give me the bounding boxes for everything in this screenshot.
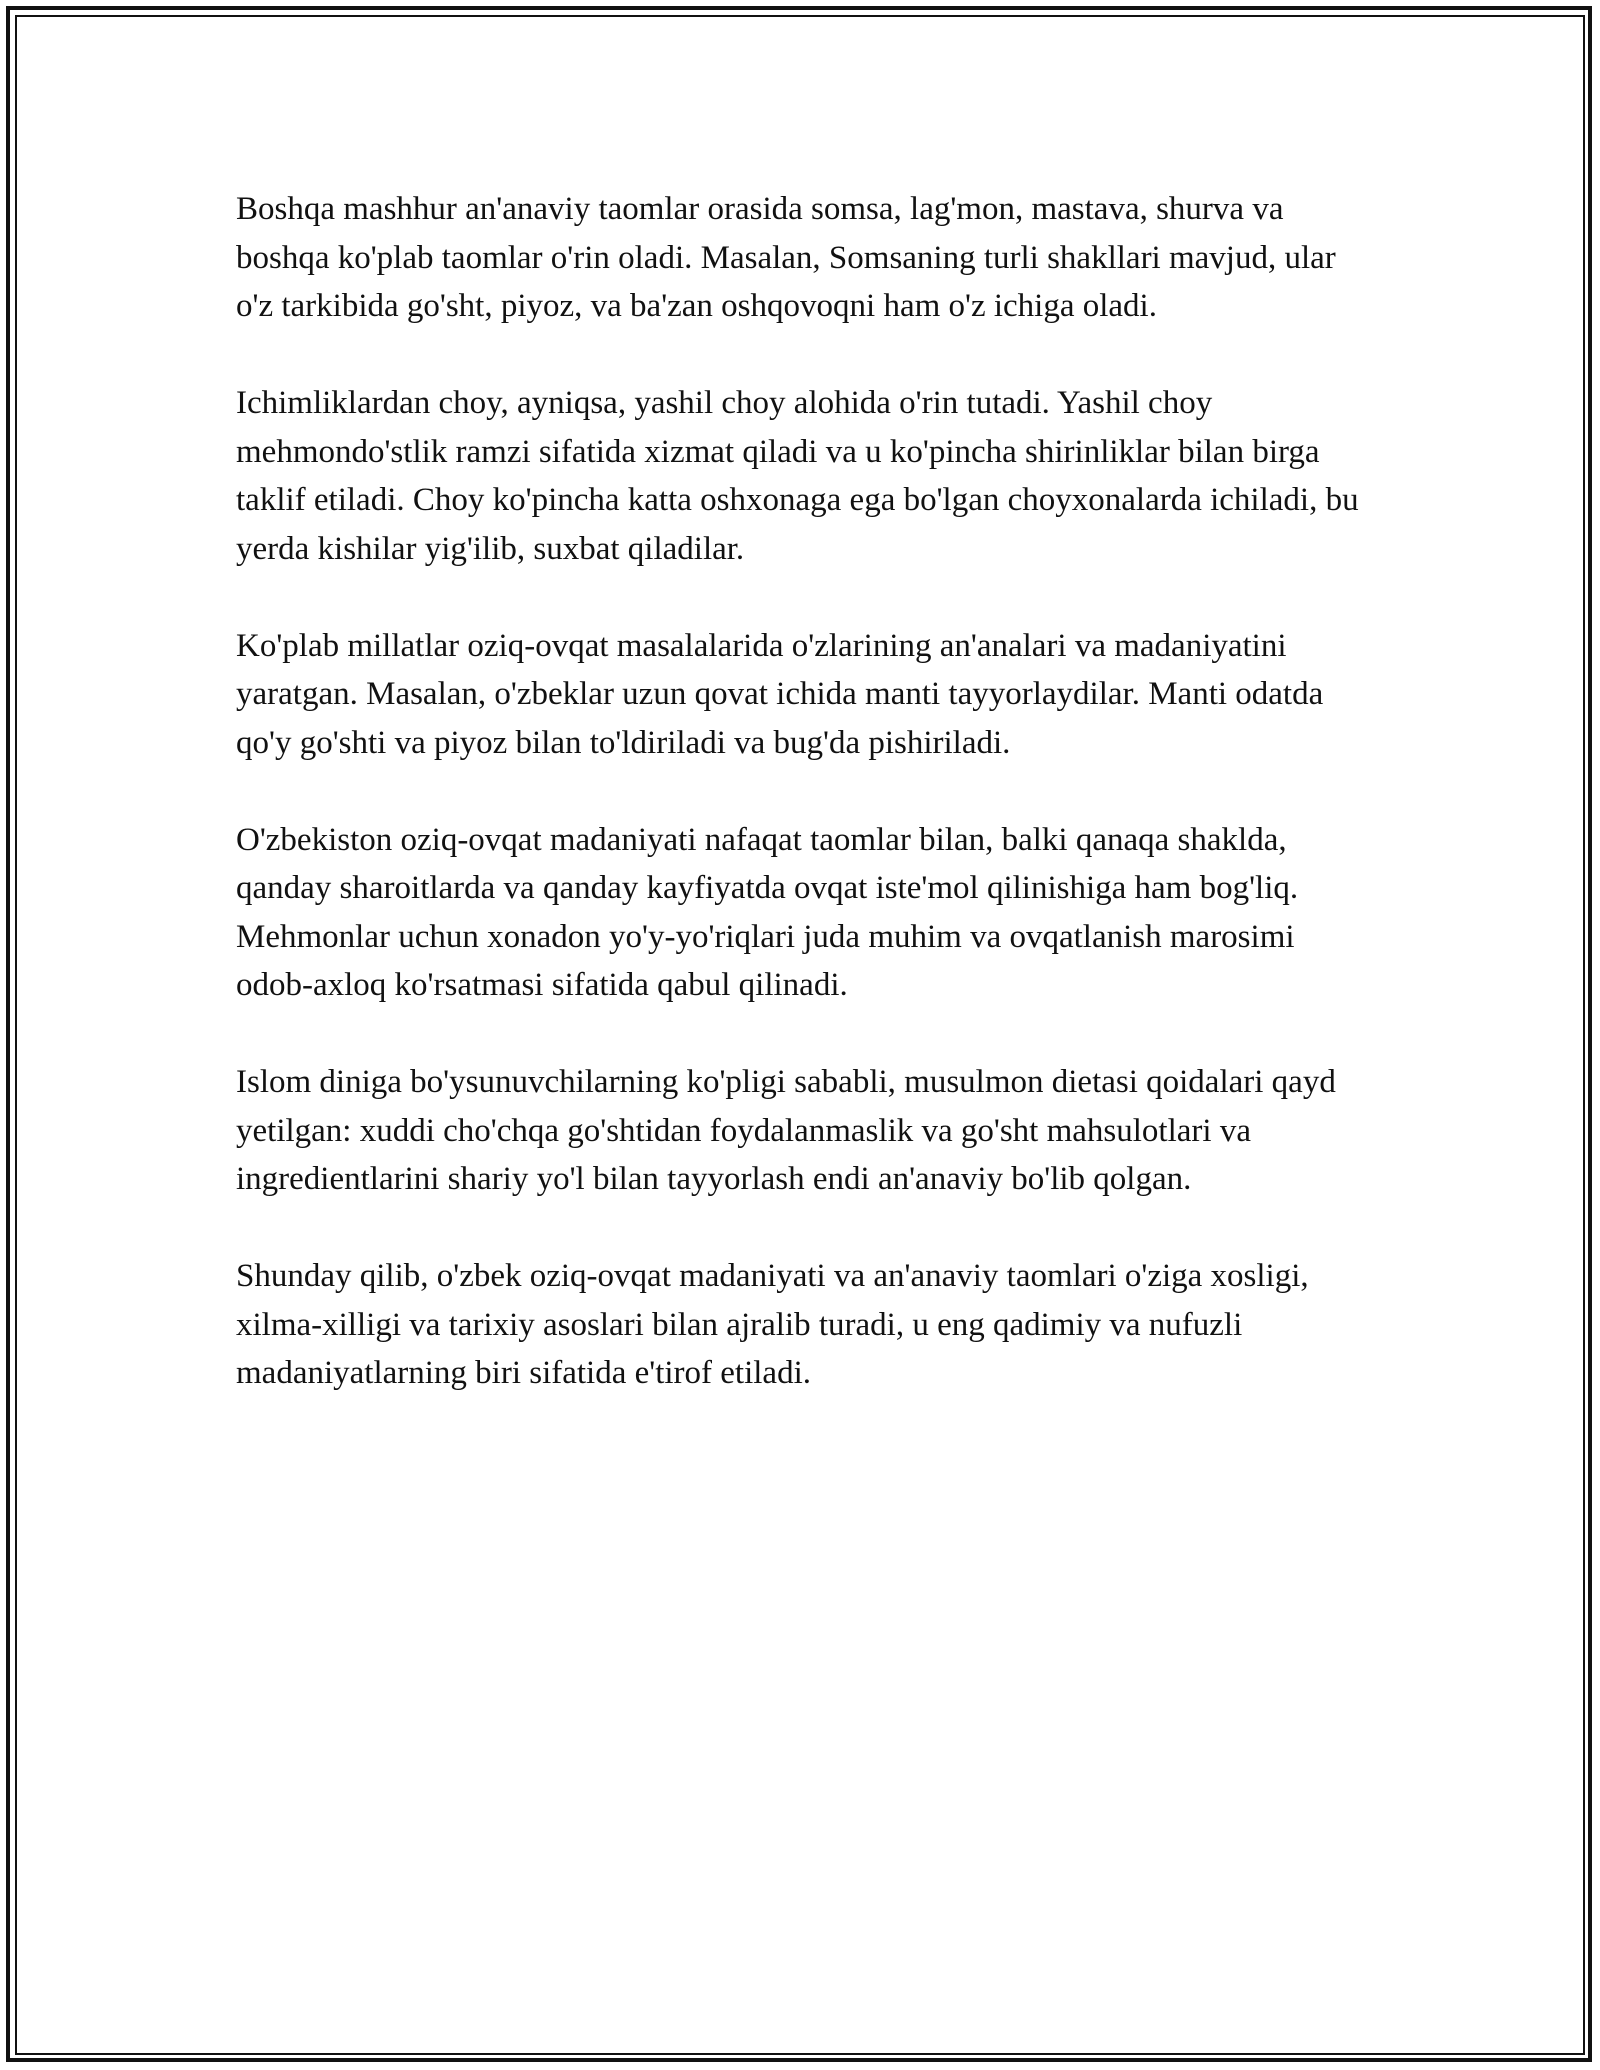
paragraph-3: Ko'plab millatlar oziq-ovqat masalalarida o'zlarining an'analari va madaniyatini yaratgan. Masalan, o'zbeklar uzun qovat ichida manti tayyorlaydilar. Manti odatda qo'y go'shti va piyoz bilan to'ldiriladi va bug'da pishiriladi.: [236, 627, 1324, 761]
paragraph-1: Boshqa mashhur an'anaviy taomlar orasida somsa, lag'mon, mastava, shurva va boshqa ko'plab taomlar o'rin oladi. Masalan, Somsaning turli shakllari mavjud, ular o'z tarkibida go'sht, piyoz, va ba'zan oshqovoqni ham o'z ichiga oladi.: [236, 191, 1336, 324]
paragraph-4: O'zbekiston oziq-ovqat madaniyati nafaqat taomlar bilan, balki qanaqa shaklda, qanday sharoitlarda va qanday kayfiyatda ovqat iste'mol qilinishiga ham bog'liq. Mehmonlar uchun xonadon yo'y-yo'riqlari juda muhim va ovqatlanish marosimi odob-axloq ko'rsatmasi sifatida qabul qilinadi.: [236, 821, 1299, 1003]
paragraph-2: Ichimliklardan choy, ayniqsa, yashil choy alohida o'rin tutadi. Yashil choy mehmondo'stlik ramzi sifatida xizmat qiladi va u ko'pincha shirinliklar bilan birga taklif etiladi. Choy ko'pincha katta oshxonaga ega bo'lgan choyxonalarda ichiladi, bu yerda kishilar yig'ilib, suxbat qiladilar.: [236, 385, 1359, 567]
paragraph-5: Islom diniga bo'ysunuvchilarning ko'pligi sababli, musulmon dietasi qoidalari qayd yetilgan: xuddi cho'chqa go'shtidan foydalanmaslik va go'sht mahsulotlari va ingredientlarini shariy yo'l bilan tayyorlash endi an'anaviy bo'lib qolgan.: [236, 1064, 1336, 1197]
document-body: [236, 185, 1372, 1446]
paragraph-6: Shunday qilib, o'zbek oziq-ovqat madaniyati va an'anaviy taomlari o'ziga xosligi, xilma-xilligi va tarixiy asoslari bilan ajralib turadi, u eng qadimiy va nufuzli madaniyatlarning biri sifatida e'tirof etiladi.: [236, 1258, 1309, 1391]
